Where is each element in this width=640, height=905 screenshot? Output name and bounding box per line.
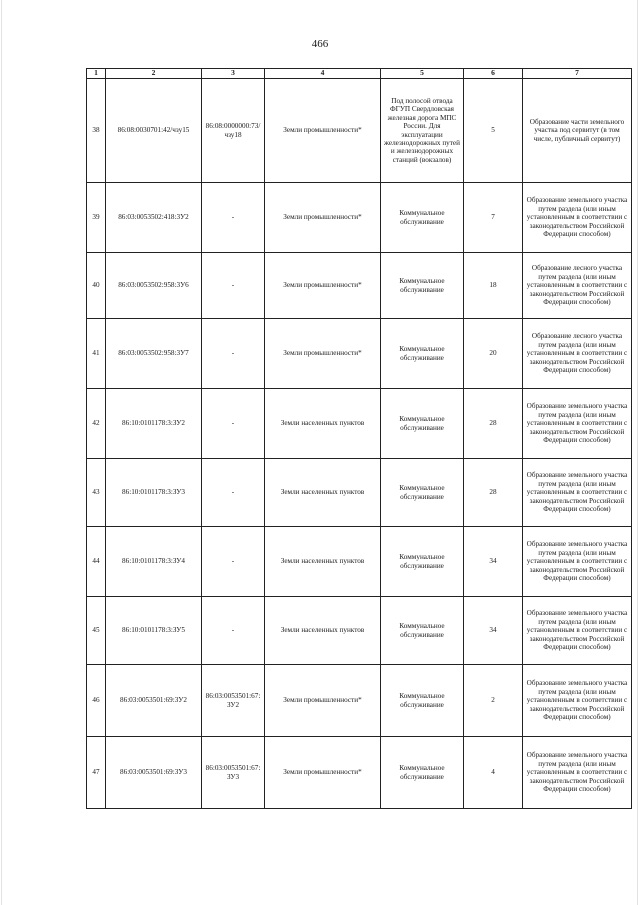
row-number-cell: 43 [87, 459, 106, 527]
land-category-cell: Земли промышленности* [265, 665, 381, 737]
land-category-cell: Земли населенных пунктов [265, 459, 381, 527]
area-cell: 7 [464, 183, 523, 253]
formation-method-cell: Образование земельного участка путем раздела (или иным установленным в соответствии с законодательством Российской Федерации способом) [523, 737, 632, 809]
table-row [87, 389, 632, 459]
row-number-cell: 47 [87, 737, 106, 809]
permitted-use-cell: Коммунальное обслуживание [381, 737, 464, 809]
land-plots-table [86, 68, 632, 809]
column-number-row [87, 69, 632, 79]
parent-plot-cell: - [202, 597, 265, 665]
cadastral-number-cell: 86:03:0053502:958:3У7 [106, 319, 202, 389]
area-cell: 28 [464, 459, 523, 527]
row-number-cell: 45 [87, 597, 106, 665]
land-category-cell: Земли населенных пунктов [265, 597, 381, 665]
formation-method-cell: Образование земельного участка путем раздела (или иным установленным в соответствии с законодательством Российской Федерации способом) [523, 183, 632, 253]
permitted-use-cell: Коммунальное обслуживание [381, 597, 464, 665]
column-header: 4 [265, 69, 381, 79]
land-category-cell: Земли промышленности* [265, 253, 381, 319]
column-header: 5 [381, 69, 464, 79]
parent-plot-cell: 86:08:0000000:73/чзу18 [202, 79, 265, 183]
table-row [87, 253, 632, 319]
row-number-cell: 42 [87, 389, 106, 459]
cadastral-number-cell: 86:03:0053502:958:3У6 [106, 253, 202, 319]
row-number-cell: 46 [87, 665, 106, 737]
area-cell: 20 [464, 319, 523, 389]
parent-plot-cell: - [202, 253, 265, 319]
land-category-cell: Земли населенных пунктов [265, 527, 381, 597]
parent-plot-cell: 86:03:0053501:67:ЗУ2 [202, 665, 265, 737]
permitted-use-cell: Коммунальное обслуживание [381, 253, 464, 319]
table-body [87, 79, 632, 809]
table-row [87, 79, 632, 183]
permitted-use-cell: Коммунальное обслуживание [381, 319, 464, 389]
page-number: 466 [311, 38, 329, 50]
row-number-cell: 39 [87, 183, 106, 253]
parent-plot-cell: - [202, 319, 265, 389]
area-cell: 5 [464, 79, 523, 183]
permitted-use-cell: Коммунальное обслуживание [381, 183, 464, 253]
cadastral-number-cell: 86:10:0101178:3:ЗУ4 [106, 527, 202, 597]
row-number-cell: 44 [87, 527, 106, 597]
parent-plot-cell: 86:03:0053501:67:ЗУ3 [202, 737, 265, 809]
area-cell: 34 [464, 597, 523, 665]
right-scan-edge [637, 0, 638, 905]
formation-method-cell: Образование лесного участка путем раздела (или иным установленным в соответствии с законодательством Российской Федерации способом) [523, 319, 632, 389]
permitted-use-cell: Коммунальное обслуживание [381, 665, 464, 737]
land-category-cell: Земли промышленности* [265, 319, 381, 389]
column-header: 3 [202, 69, 265, 79]
permitted-use-cell: Коммунальное обслуживание [381, 459, 464, 527]
row-number-cell: 38 [87, 79, 106, 183]
cadastral-number-cell: 86:08:0030701:42/чзу15 [106, 79, 202, 183]
area-cell: 4 [464, 737, 523, 809]
permitted-use-cell: Коммунальное обслуживание [381, 389, 464, 459]
area-cell: 34 [464, 527, 523, 597]
formation-method-cell: Образование земельного участка путем раздела (или иным установленным в соответствии с законодательством Российской Федерации способом) [523, 597, 632, 665]
area-cell: 18 [464, 253, 523, 319]
parent-plot-cell: - [202, 389, 265, 459]
table-row [87, 665, 632, 737]
cadastral-number-cell: 86:10:0101178:3:ЗУ2 [106, 389, 202, 459]
formation-method-cell: Образование земельного участка путем раздела (или иным установленным в соответствии с законодательством Российской Федерации способом) [523, 459, 632, 527]
cadastral-number-cell: 86:03:0053501:69:3У3 [106, 737, 202, 809]
formation-method-cell: Образование земельного участка путем раздела (или иным установленным в соответствии с законодательством Российской Федерации способом) [523, 389, 632, 459]
permitted-use-cell: Коммунальное обслуживание [381, 527, 464, 597]
parent-plot-cell: - [202, 459, 265, 527]
table-row [87, 737, 632, 809]
formation-method-cell: Образование земельного участка путем раздела (или иным установленным в соответствии с законодательством Российской Федерации способом) [523, 665, 632, 737]
table-row [87, 527, 632, 597]
row-number-cell: 41 [87, 319, 106, 389]
cadastral-number-cell: 86:10:0101178:3:ЗУ3 [106, 459, 202, 527]
land-category-cell: Земли промышленности* [265, 79, 381, 183]
column-header: 7 [523, 69, 632, 79]
cadastral-number-cell: 86:03:0053501:69:3У2 [106, 665, 202, 737]
table-row [87, 319, 632, 389]
land-category-cell: Земли населенных пунктов [265, 389, 381, 459]
area-cell: 28 [464, 389, 523, 459]
area-cell: 2 [464, 665, 523, 737]
column-header: 6 [464, 69, 523, 79]
table-row [87, 597, 632, 665]
row-number-cell: 40 [87, 253, 106, 319]
parent-plot-cell: - [202, 183, 265, 253]
table-row [87, 183, 632, 253]
permitted-use-cell: Под полосой отвода ФГУП Свердловская железная дорога МПС России. Для эксплуатации железнодорожных путей и железнодорожных станций (вокзалов) [381, 79, 464, 183]
cadastral-number-cell: 86:10:0101178:3:ЗУ5 [106, 597, 202, 665]
table-row [87, 459, 632, 527]
left-scan-edge [1, 0, 2, 905]
formation-method-cell: Образование лесного участка путем раздела (или иным установленным в соответствии с законодательством Российской Федерации способом) [523, 253, 632, 319]
formation-method-cell: Образование земельного участка путем раздела (или иным установленным в соответствии с законодательством Российской Федерации способом) [523, 527, 632, 597]
column-header: 2 [106, 69, 202, 79]
cadastral-number-cell: 86:03:0053502:418:3У2 [106, 183, 202, 253]
land-category-cell: Земли промышленности* [265, 737, 381, 809]
parent-plot-cell: - [202, 527, 265, 597]
column-header: 1 [87, 69, 106, 79]
land-category-cell: Земли промышленности* [265, 183, 381, 253]
formation-method-cell: Образование части земельного участка под сервитут (в том числе, публичный сервитут) [523, 79, 632, 183]
